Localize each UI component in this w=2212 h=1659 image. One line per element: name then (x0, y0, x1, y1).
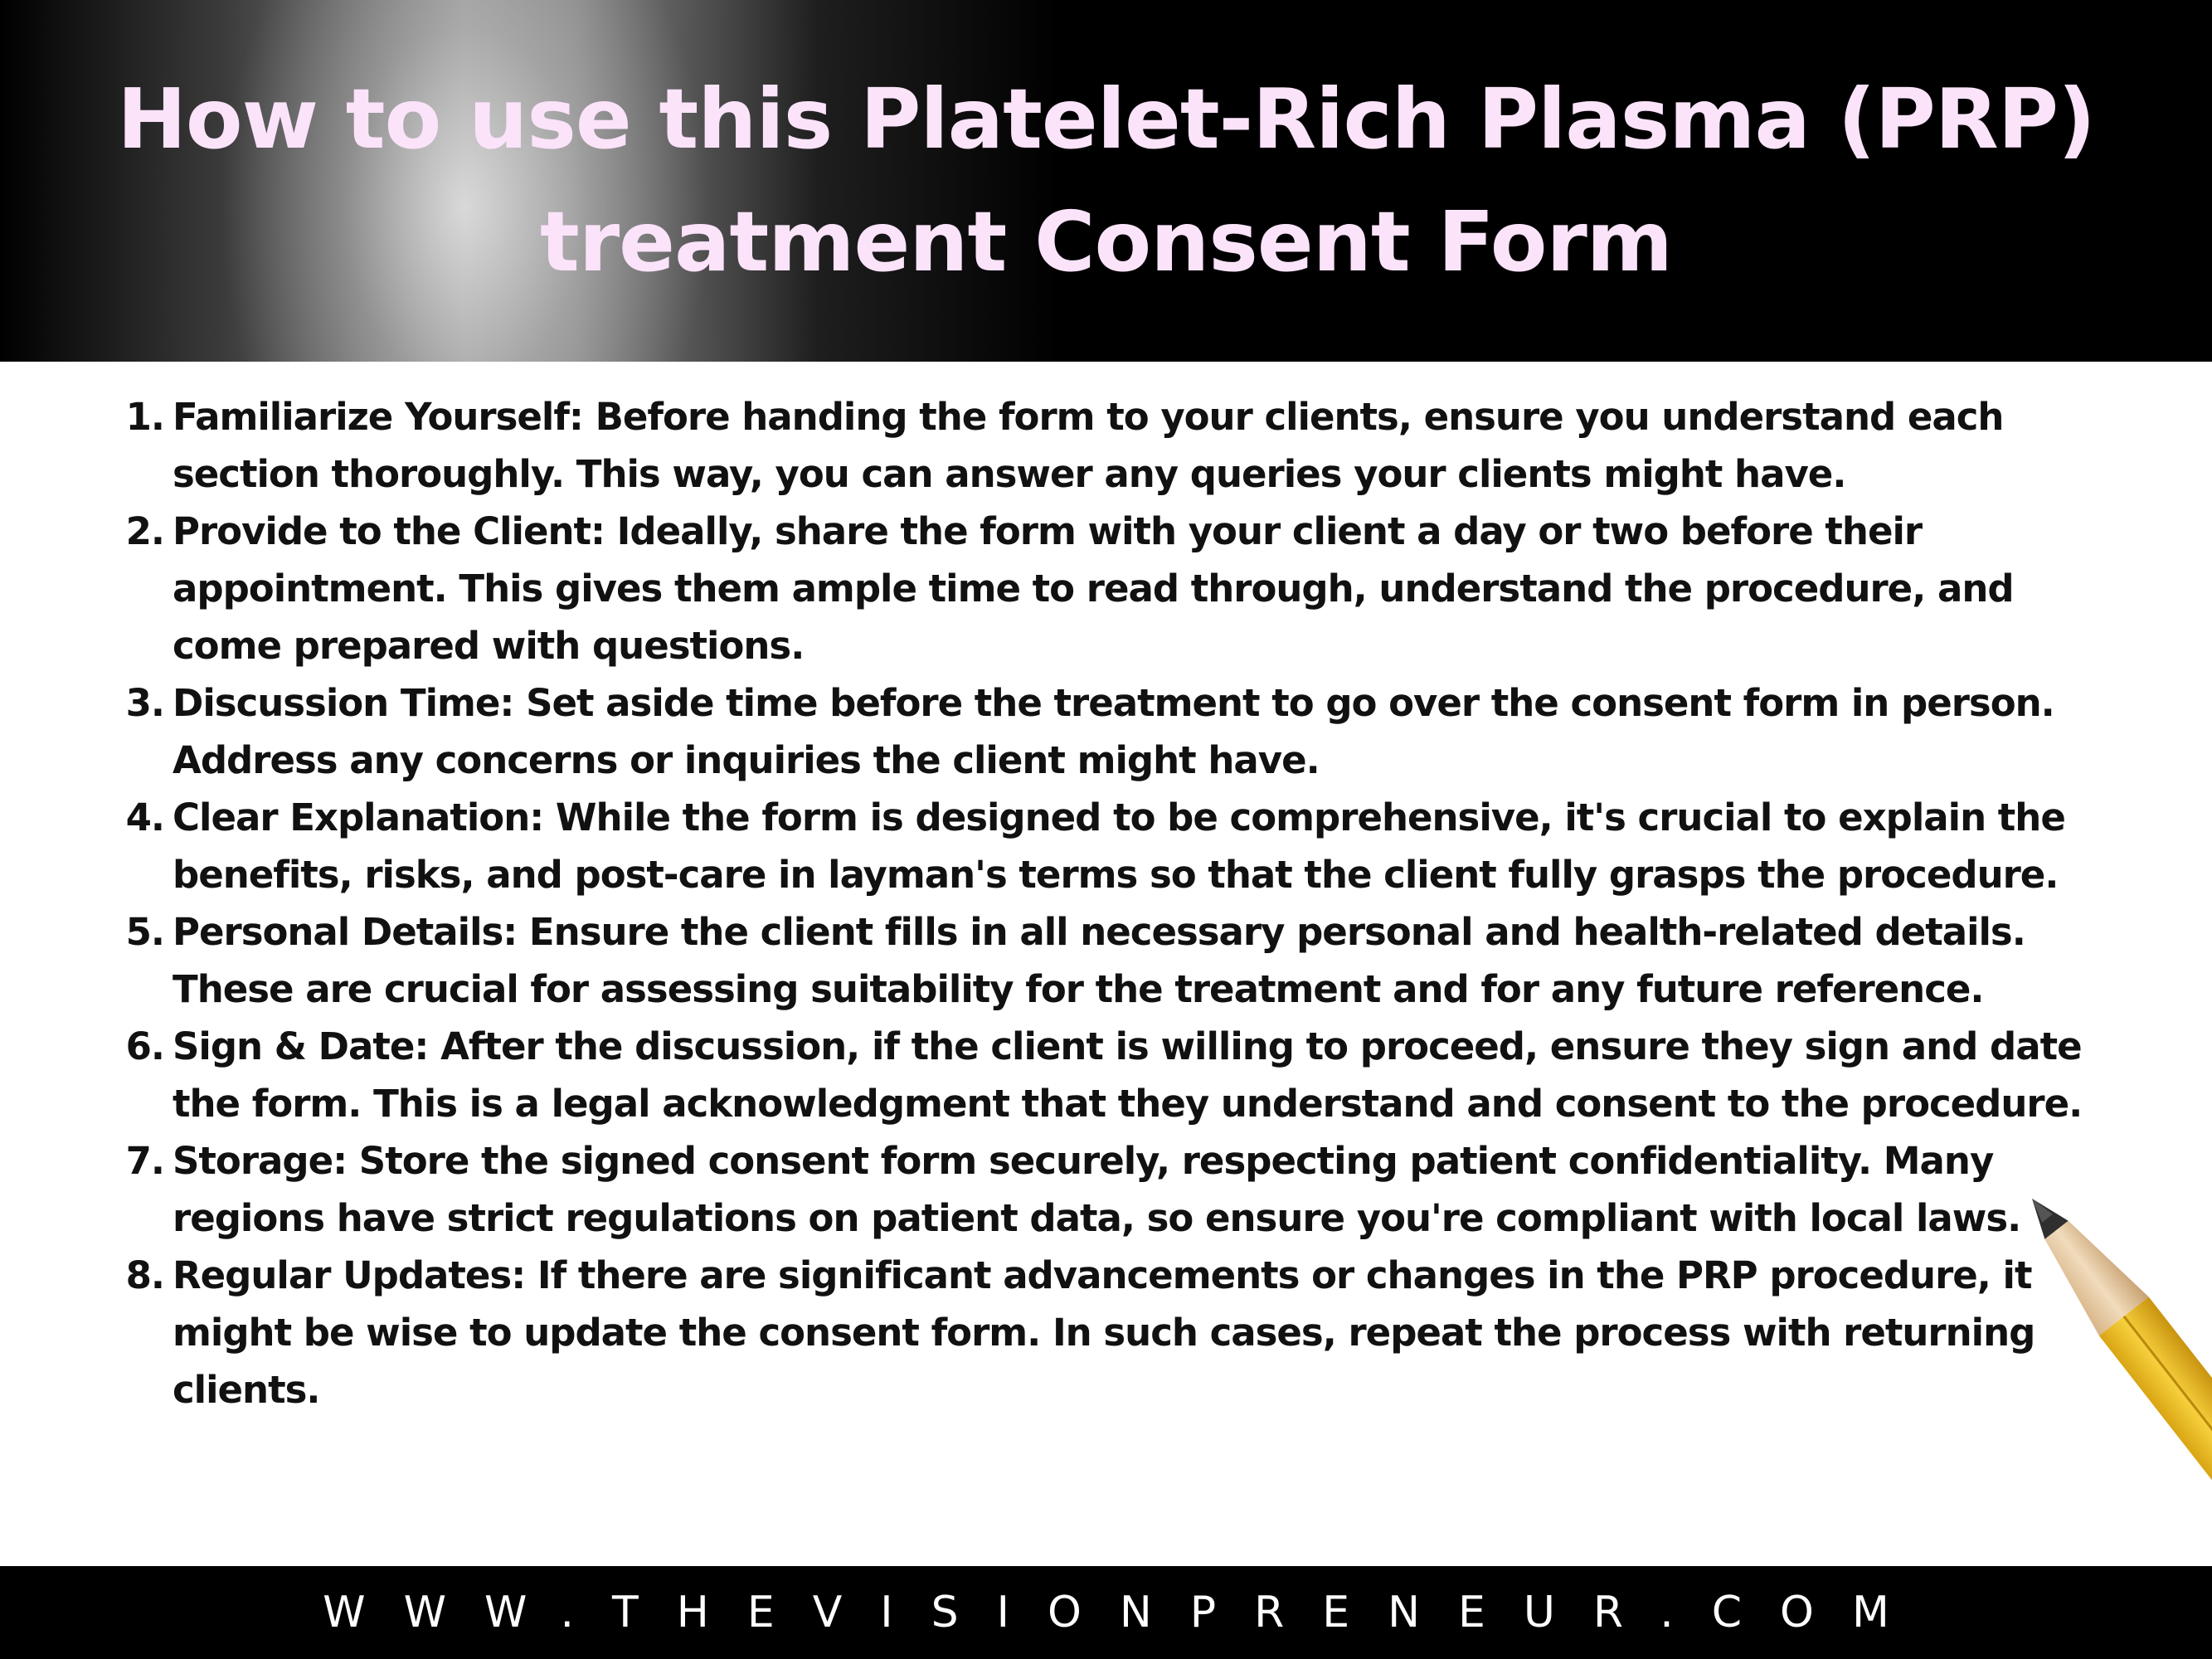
list-item (116, 1018, 2107, 1132)
instructions-section (116, 388, 2107, 1418)
list-item (116, 903, 2107, 1018)
step-text: Provide to the Client: Ideally, share the form with your client a day or two before their appointment. This gives them ample time to read through, understand the procedure, and come prepared with questions. (173, 509, 2014, 668)
list-item (116, 1132, 2107, 1247)
step-number: 1. (125, 395, 164, 439)
step-number: 5. (125, 910, 164, 954)
instructions-list (116, 388, 2107, 1418)
step-number: 2. (125, 509, 164, 553)
list-item (116, 789, 2107, 903)
step-text: Familiarize Yourself: Before handing the form to your clients, ensure you understand each section thoroughly. This way, you can answer any queries your clients might have. (173, 395, 2004, 496)
header-banner (0, 0, 2212, 362)
page-title: How to use this Platelet-Rich Plasma (PRP) treatment Consent Form (117, 71, 2095, 290)
step-text: Regular Updates: If there are significant advancements or changes in the PRP procedure, it might be wise to update the consent form. In such cases, repeat the process with returning clients. (173, 1253, 2035, 1412)
step-number: 8. (125, 1253, 164, 1297)
step-text: Discussion Time: Set aside time before the treatment to go over the consent form in person. Address any concerns or inquiries the client might have. (173, 681, 2054, 782)
website-url: WWW.THEVISIONPRENEUR.COM (323, 1588, 1928, 1637)
list-item (116, 503, 2107, 674)
pencil-icon (2015, 1190, 2212, 1489)
footer-bar (0, 1566, 2212, 1659)
list-item (116, 674, 2107, 789)
step-number: 4. (125, 795, 164, 839)
step-number: 3. (125, 681, 164, 725)
step-text: Storage: Store the signed consent form securely, respecting patient confidentiality. Many regions have strict regulations on patient data, so ensure you're compliant with local laws. (173, 1139, 2021, 1240)
step-number: 6. (125, 1024, 164, 1068)
step-text: Clear Explanation: While the form is designed to be comprehensive, it's crucial to explain the benefits, risks, and post-care in layman's terms so that the client fully grasps the procedure. (173, 795, 2065, 897)
list-item (116, 388, 2107, 503)
list-item (116, 1247, 2107, 1418)
step-text: Personal Details: Ensure the client fills in all necessary personal and health-related details. These are crucial for assessing suitability for the treatment and for any future reference. (173, 910, 2025, 1011)
step-number: 7. (125, 1139, 164, 1183)
step-text: Sign & Date: After the discussion, if the client is willing to proceed, ensure they sign and date the form. This is a legal acknowledgment that they understand and consent to the procedure. (173, 1024, 2083, 1126)
